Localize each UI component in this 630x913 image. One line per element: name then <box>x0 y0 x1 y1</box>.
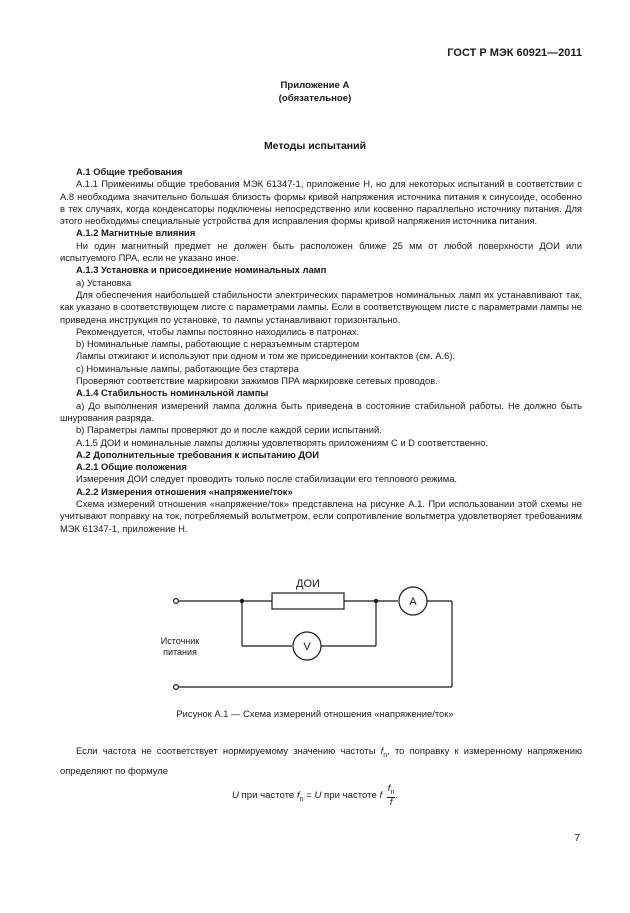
paragraph: b) Номинальные лампы, работающие с неразъемным стартером <box>76 338 360 350</box>
paragraph: А.1.5 ДОИ и номинальные лампы должны удовлетворять приложениям С и D соответственно. <box>76 436 489 448</box>
paragraph: а) Установка <box>76 276 132 288</box>
standard-code: ГОСТ Р МЭК 60921—2011 <box>447 47 582 59</box>
section-title: Методы испытаний <box>263 140 367 152</box>
paragraph: а) До выполнения измерений лампа должна быть приведена в состояние стабильной работы. Не должно быть шнурования разряда. <box>60 399 582 423</box>
source-label-1: Источник <box>160 636 200 646</box>
terminal-bottom <box>174 685 179 690</box>
junction-dot-right <box>374 599 378 603</box>
paragraph: Ни один магнитный предмет не должен быть расположен ближе 25 мм от любой поверхности ДОИ или испытуемого ПРА, если не указано иное. <box>60 239 582 264</box>
section-heading: А.1 Общие требования <box>76 166 183 177</box>
source-label-2: питания <box>163 647 197 657</box>
paragraph: Рекомендуется, чтобы лампы постоянно находились в патронах. <box>76 325 360 337</box>
doi-resistor <box>272 593 344 609</box>
body-text <box>60 166 582 535</box>
after-paragraph: Если частота не соответствует нормируемому значению частоты $f_n$, то поправку к измеренному напряжению определяют по формуле <box>60 745 582 776</box>
page-number: 7 <box>574 833 580 844</box>
appendix-heading <box>0 79 630 105</box>
appendix-title: Приложение А <box>280 80 350 91</box>
figure-caption: Рисунок А.1 — Схема измерений отношения «напряжение/ток» <box>176 708 454 719</box>
section-heading: А.1.4 Стабильность номинальной лампы <box>76 387 269 399</box>
paragraph: с) Номинальные лампы, работающие без стартера <box>76 362 299 374</box>
fraction: $\frac{f_n}{f}$ <box>387 783 395 808</box>
section-heading: А.2.1 Общие положения <box>76 461 187 473</box>
appendix-status: (обязательное) <box>278 93 352 104</box>
circuit-diagram <box>0 560 630 700</box>
paragraph: Измерения ДОИ следует проводить только после стабилизации его теплового режима. <box>76 473 458 485</box>
junction-dot-left <box>240 599 244 603</box>
paragraph: Схема измерений отношения «напряжение/ток» представлена на рисунке А.1. При использовании этой схемы не учитывают поправку на ток, потребляемый вольтметром, если сопротивление вольтметра удовлетворяет требованиям МЭК 61347-1, приложение Н. <box>60 498 582 534</box>
doi-label: ДОИ <box>296 578 320 590</box>
voltmeter-label: V <box>303 641 311 653</box>
paragraph: Лампы отжигают и используют при одном и том же присоединении контактов (см. А.6). <box>76 350 456 362</box>
section-heading: А.1.2 Магнитные влияния <box>76 227 196 239</box>
paragraph: Проверяют соответствие маркировки зажимов ПРА маркировке сетевых проводов. <box>76 375 438 387</box>
paragraph: Для обеспечения наибольшей стабильности электрических параметров номинальных ламп их устанавливают так, как указано в соответствующем листе с параметрами лампы. Если в соответствующем листе с параметрами лампы не приведена инструкция по установке, то лампы устанавливают горизонтально. <box>60 288 582 325</box>
terminal-top <box>174 599 179 604</box>
section-heading: А.1.3 Установка и присоединение номинальных ламп <box>76 264 327 276</box>
paragraph: b) Параметры лампы проверяют до и после каждой серии испытаний. <box>76 424 382 436</box>
formula: U при частоте $f_n = U$ при частоте f $\frac{f_n}{f}$ . <box>231 783 399 808</box>
ammeter-label: A <box>409 596 417 608</box>
paragraph: А.1.1 Применимы общие требования МЭК 61347-1, приложение Н, но для некоторых испытаний в соответствии с А.8 необходима значительно большая близость формы кривой напряжения источника питания к синусоиде, особенно в тех случаях, когда конденсаторы подключены непосредственно или косвенно параллельно источнику питания. Для этого необходимы специальные устройства для исправления формы кривой напряжения источника питания. <box>60 178 582 227</box>
section-heading: А.2.2 Измерения отношения «напряжение/ток» <box>76 485 293 497</box>
section-heading: А.2 Дополнительные требования к испытанию ДОИ <box>76 448 320 460</box>
